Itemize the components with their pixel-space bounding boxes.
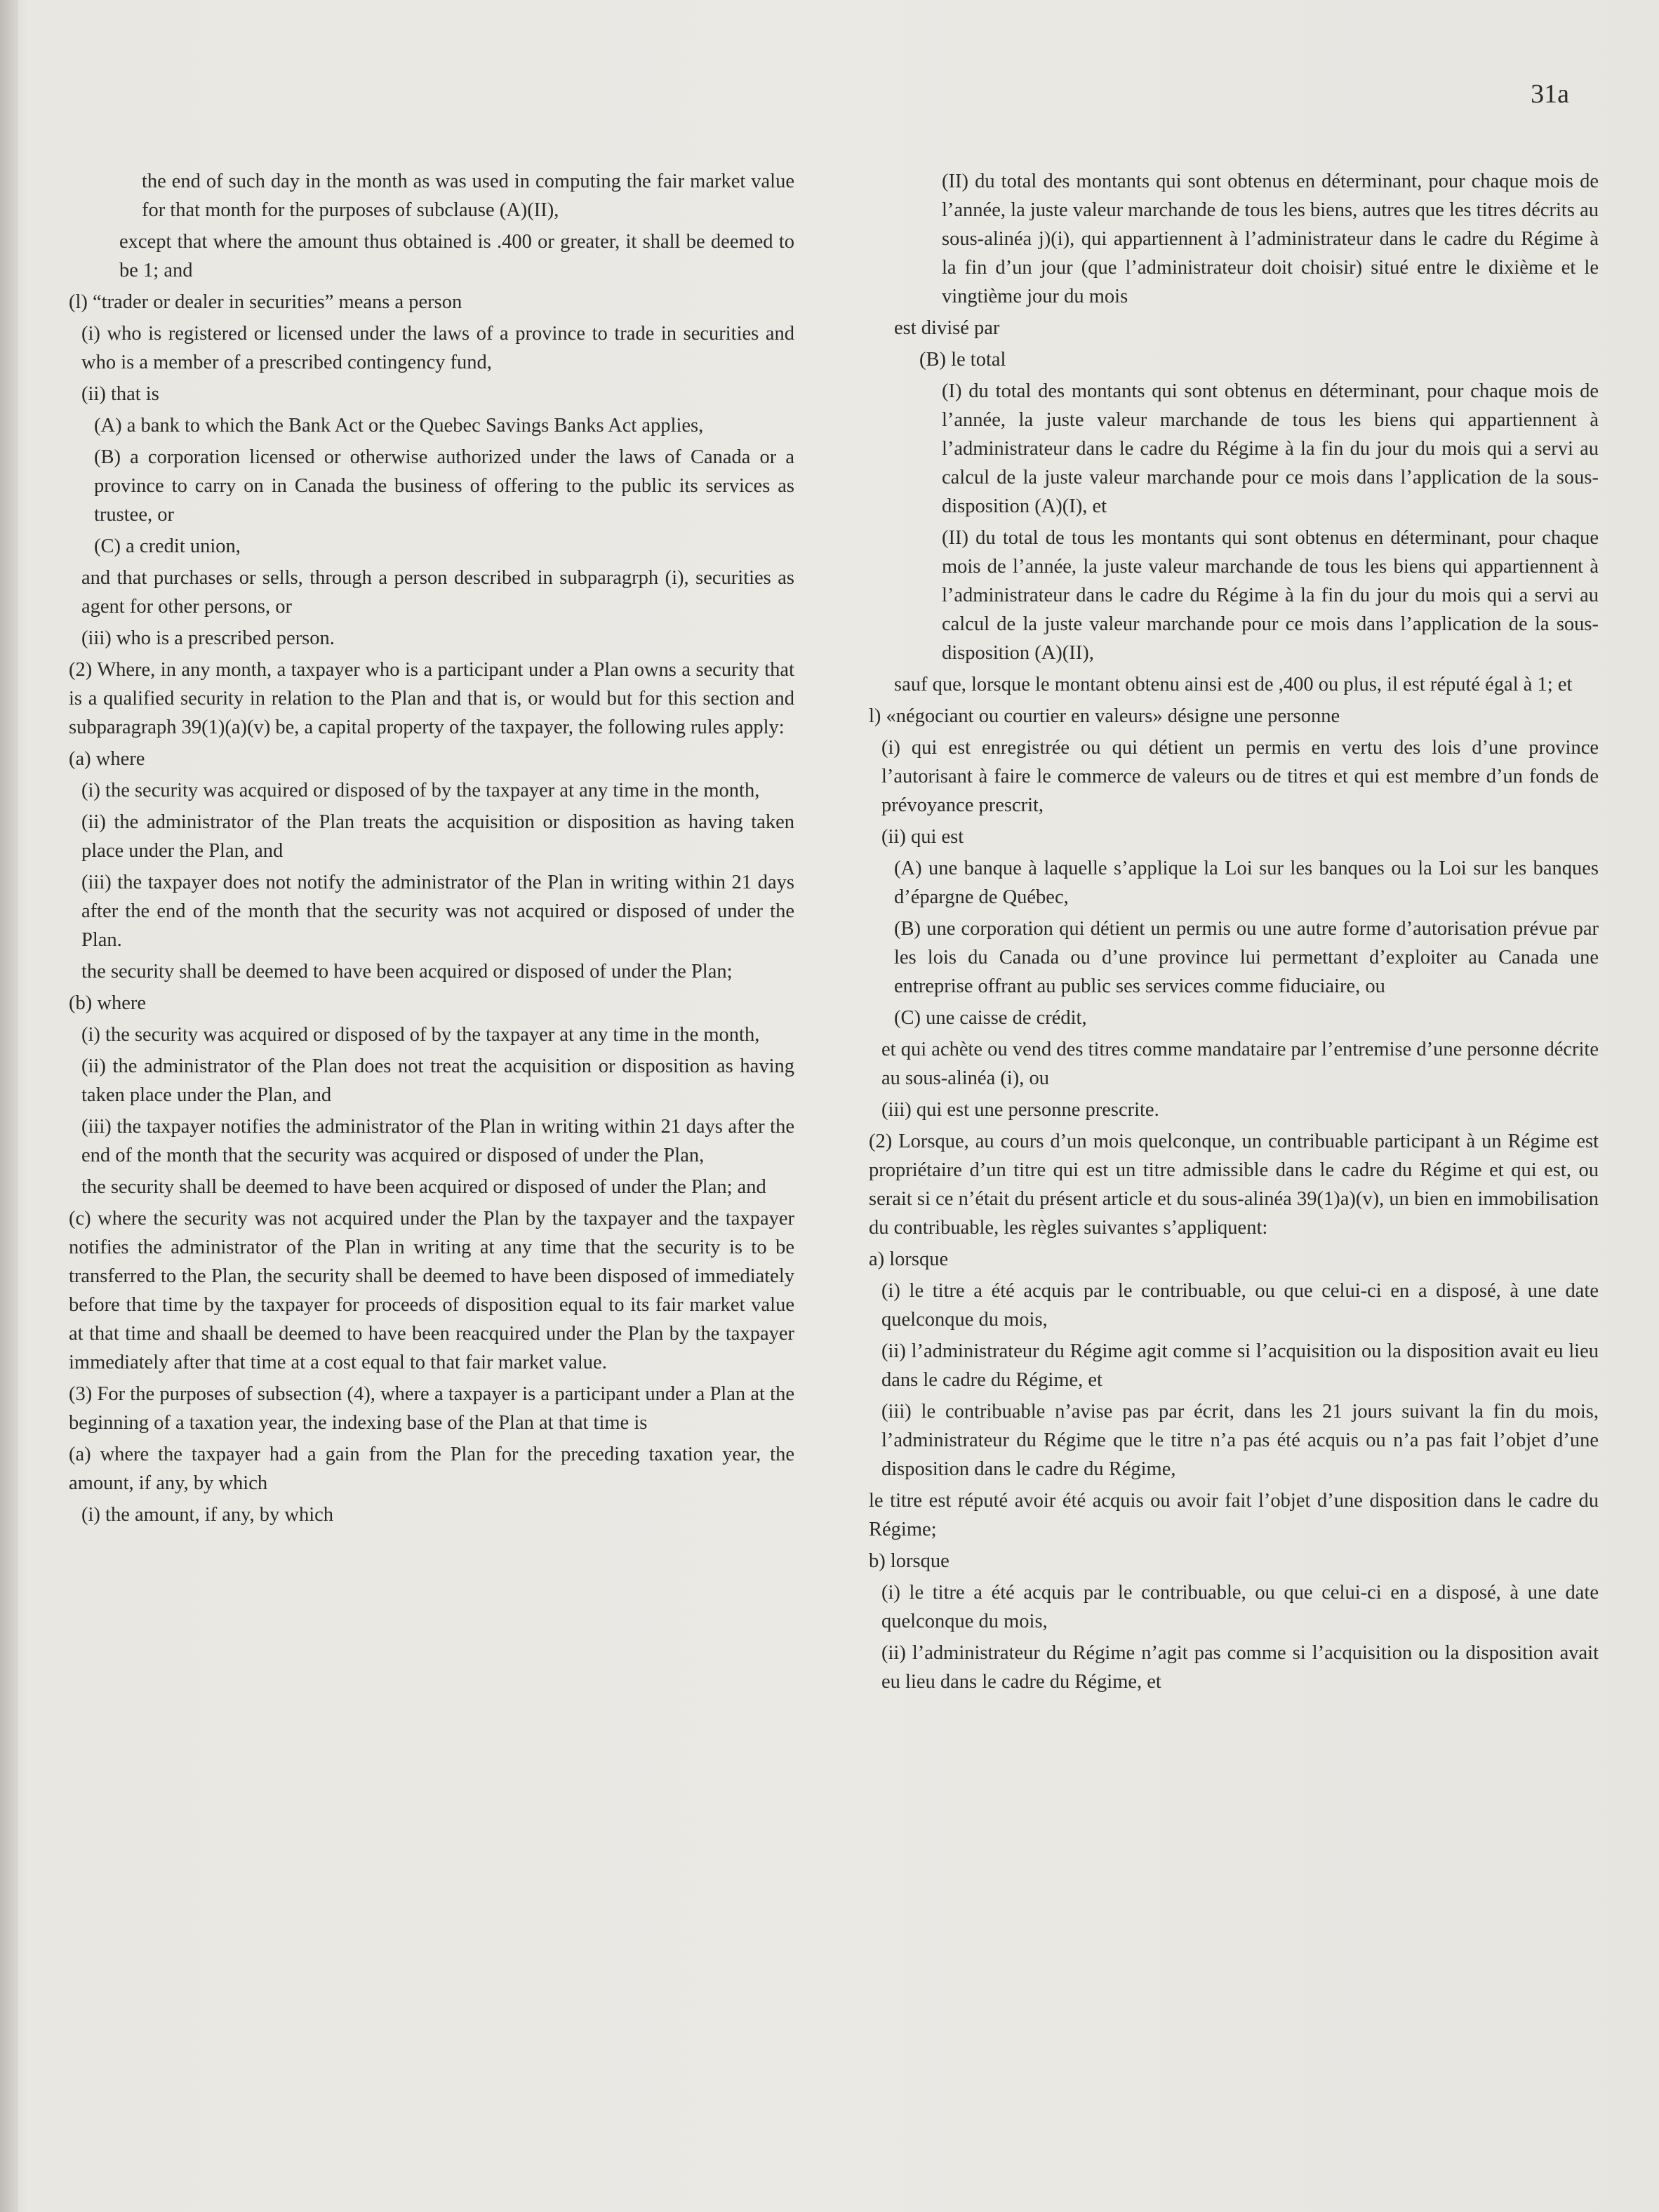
- english-paragraph: (l) “trader or dealer in securities” means a person: [69, 291, 462, 313]
- english-paragraph: except that where the amount thus obtained is .400 or greater, it shall be deemed to be 1; and: [119, 231, 794, 281]
- french-paragraph: l) «négociant ou courtier en valeurs» désigne une personne: [869, 705, 1340, 727]
- french-paragraph: (2) Lorsque, au cours d’un mois quelconque, un contribuable participant à un Régime est propriétaire d’un titre qui est un titre admissible dans le cadre du Régime et qui est, ou serait si ce n’était du présent article et du sous-alinéa 39(1)a)(v), un bien en immobilisation du contribuable, les règles suivantes s’appliquent:: [869, 1131, 1599, 1239]
- french-paragraph: (ii) l’administrateur du Régime agit comme si l’acquisition ou la disposition avait eu lieu dans le cadre du Régime, et: [881, 1340, 1599, 1391]
- french-paragraph: (B) une corporation qui détient un permis ou une autre forme d’autorisation prévue par les lois du Canada ou d’une province lui permettant d’exploiter au Canada une entreprise offrant au public ses services comme fiduciaire, ou: [894, 918, 1599, 997]
- french-paragraph: (i) le titre a été acquis par le contribuable, ou que celui-ci en a disposé, à une date quelconque du mois,: [881, 1582, 1599, 1632]
- english-paragraph: (3) For the purposes of subsection (4), where a taxpayer is a participant under a Plan at the beginning of a taxation year, the indexing base of the Plan at that time is: [69, 1383, 794, 1434]
- english-paragraph: (i) the security was acquired or disposed of by the taxpayer at any time in the month,: [81, 1024, 760, 1046]
- english-paragraph: (b) where: [69, 992, 146, 1014]
- english-paragraph: (i) who is registered or licensed under the laws of a province to trade in securities and who is a member of a prescribed contingency fund,: [81, 323, 794, 373]
- french-paragraph: (iii) qui est une personne prescrite.: [881, 1099, 1159, 1121]
- english-paragraph: (iii) the taxpayer notifies the administrator of the Plan in writing within 21 days after the end of the month that the security was acquired or disposed of under the Plan,: [81, 1116, 794, 1166]
- english-column: [69, 167, 794, 1532]
- english-paragraph: (i) the security was acquired or disposed of by the taxpayer at any time in the month,: [81, 780, 760, 801]
- english-paragraph: (a) where: [69, 748, 145, 770]
- english-paragraph: (iii) who is a prescribed person.: [81, 627, 335, 649]
- english-paragraph: (ii) the administrator of the Plan treats the acquisition or disposition as having taken place under the Plan, and: [81, 811, 794, 862]
- french-paragraph: (I) du total des montants qui sont obtenus en déterminant, pour chaque mois de l’année, la juste valeur marchande de tous les biens qui appartiennent à l’administrateur dans le cadre du Régime à la fin du jour du mois qui a servi au calcul de la juste valeur marchande pour ce mois dans l’application de la sous-disposition (A)(I), et: [942, 380, 1599, 517]
- french-paragraph: (iii) le contribuable n’avise pas par écrit, dans les 21 jours suivant la fin du mois, l’administrateur du Régime que le titre n’a pas été acquis ou n’a pas fait l’objet d’une disposition dans le cadre du Régime,: [881, 1401, 1599, 1480]
- english-paragraph: (a) where the taxpayer had a gain from the Plan for the preceding taxation year, the amount, if any, by which: [69, 1444, 794, 1494]
- french-paragraph: et qui achète ou vend des titres comme mandataire par l’entremise d’une personne décrite au sous-alinéa (i), ou: [881, 1039, 1599, 1089]
- french-paragraph: le titre est réputé avoir été acquis ou avoir fait l’objet d’une disposition dans le cadre du Régime;: [869, 1490, 1599, 1540]
- french-column: [869, 167, 1599, 1699]
- english-paragraph: and that purchases or sells, through a person described in subparagrph (i), securities as agent for other persons, or: [81, 567, 794, 618]
- french-paragraph: (II) du total des montants qui sont obtenus en déterminant, pour chaque mois de l’année, la juste valeur marchande de tous les biens, autres que les titres décrits au sous-alinéa j)(i), qui appartiennent à l’administrateur dans le cadre du Régime à la fin d’un jour (que l’administrateur doit choisir) situé entre le dixième et le vingtième jour du mois: [942, 171, 1599, 307]
- english-paragraph: the end of such day in the month as was used in computing the fair market value for that month for the purposes of subclause (A)(II),: [142, 171, 794, 221]
- french-paragraph: est divisé par: [894, 317, 1000, 339]
- french-paragraph: (A) une banque à laquelle s’applique la Loi sur les banques ou la Loi sur les banques d’épargne de Québec,: [894, 858, 1599, 908]
- page-binding-edge: [0, 0, 18, 2212]
- french-paragraph: (ii) l’administrateur du Régime n’agit pas comme si l’acquisition ou la disposition avait eu lieu dans le cadre du Régime, et: [881, 1642, 1599, 1693]
- french-paragraph: (B) le total: [919, 349, 1006, 371]
- page-number: 31a: [1531, 79, 1569, 109]
- english-paragraph: (ii) that is: [81, 383, 159, 405]
- french-paragraph: a) lorsque: [869, 1248, 949, 1270]
- french-paragraph: (ii) qui est: [881, 826, 964, 848]
- english-paragraph: (ii) the administrator of the Plan does not treat the acquisition or disposition as having taken place under the Plan, and: [81, 1055, 794, 1106]
- french-paragraph: (C) une caisse de crédit,: [894, 1007, 1087, 1029]
- french-paragraph: sauf que, lorsque le montant obtenu ainsi est de ,400 ou plus, il est réputé égal à 1; et: [894, 674, 1573, 695]
- french-paragraph: (i) qui est enregistrée ou qui détient un permis en vertu des lois d’une province l’autorisant à faire le commerce de valeurs ou de titres et qui est membre d’un fonds de prévoyance prescrit,: [881, 737, 1599, 816]
- english-paragraph: (B) a corporation licensed or otherwise authorized under the laws of Canada or a province to carry on in Canada the business of offering to the public its services as trustee, or: [94, 446, 794, 526]
- english-paragraph: the security shall be deemed to have been acquired or disposed of under the Plan; and: [81, 1176, 766, 1198]
- english-paragraph: (i) the amount, if any, by which: [81, 1504, 334, 1526]
- french-paragraph: (II) du total de tous les montants qui sont obtenus en déterminant, pour chaque mois de l’année, la juste valeur marchande de tous les biens qui appartiennent à l’administrateur dans le cadre du Régime à la fin du jour du mois qui a servi au calcul de la juste valeur marchande pour ce mois dans l’application de la sous-disposition (A)(II),: [942, 527, 1599, 664]
- french-paragraph: (i) le titre a été acquis par le contribuable, ou que celui-ci en a disposé, à une date quelconque du mois,: [881, 1280, 1599, 1331]
- french-paragraph: b) lorsque: [869, 1550, 950, 1572]
- english-paragraph: (A) a bank to which the Bank Act or the Quebec Savings Banks Act applies,: [94, 415, 704, 437]
- english-paragraph: (iii) the taxpayer does not notify the administrator of the Plan in writing within 21 days after the end of the month that the security was not acquired or disposed of under the Plan.: [81, 872, 794, 951]
- english-paragraph: (C) a credit union,: [94, 535, 241, 557]
- english-paragraph: (c) where the security was not acquired under the Plan by the taxpayer and the taxpayer notifies the administrator of the Plan in writing at any time that the security is to be transferred to the Plan, the security shall be deemed to have been disposed of immediately before that time by the taxpayer for proceeds of disposition equal to its fair market value at that time and shaall be deemed to have been reacquired under the Plan by the taxpayer immediately after that time at a cost equal to that fair market value.: [69, 1208, 794, 1373]
- english-paragraph: the security shall be deemed to have been acquired or disposed of under the Plan;: [81, 961, 733, 982]
- english-paragraph: (2) Where, in any month, a taxpayer who is a participant under a Plan owns a security that is a qualified security in relation to the Plan and that is, or would but for this section and subparagraph 39(1)(a)(v) be, a capital property of the taxpayer, the following rules apply:: [69, 659, 794, 738]
